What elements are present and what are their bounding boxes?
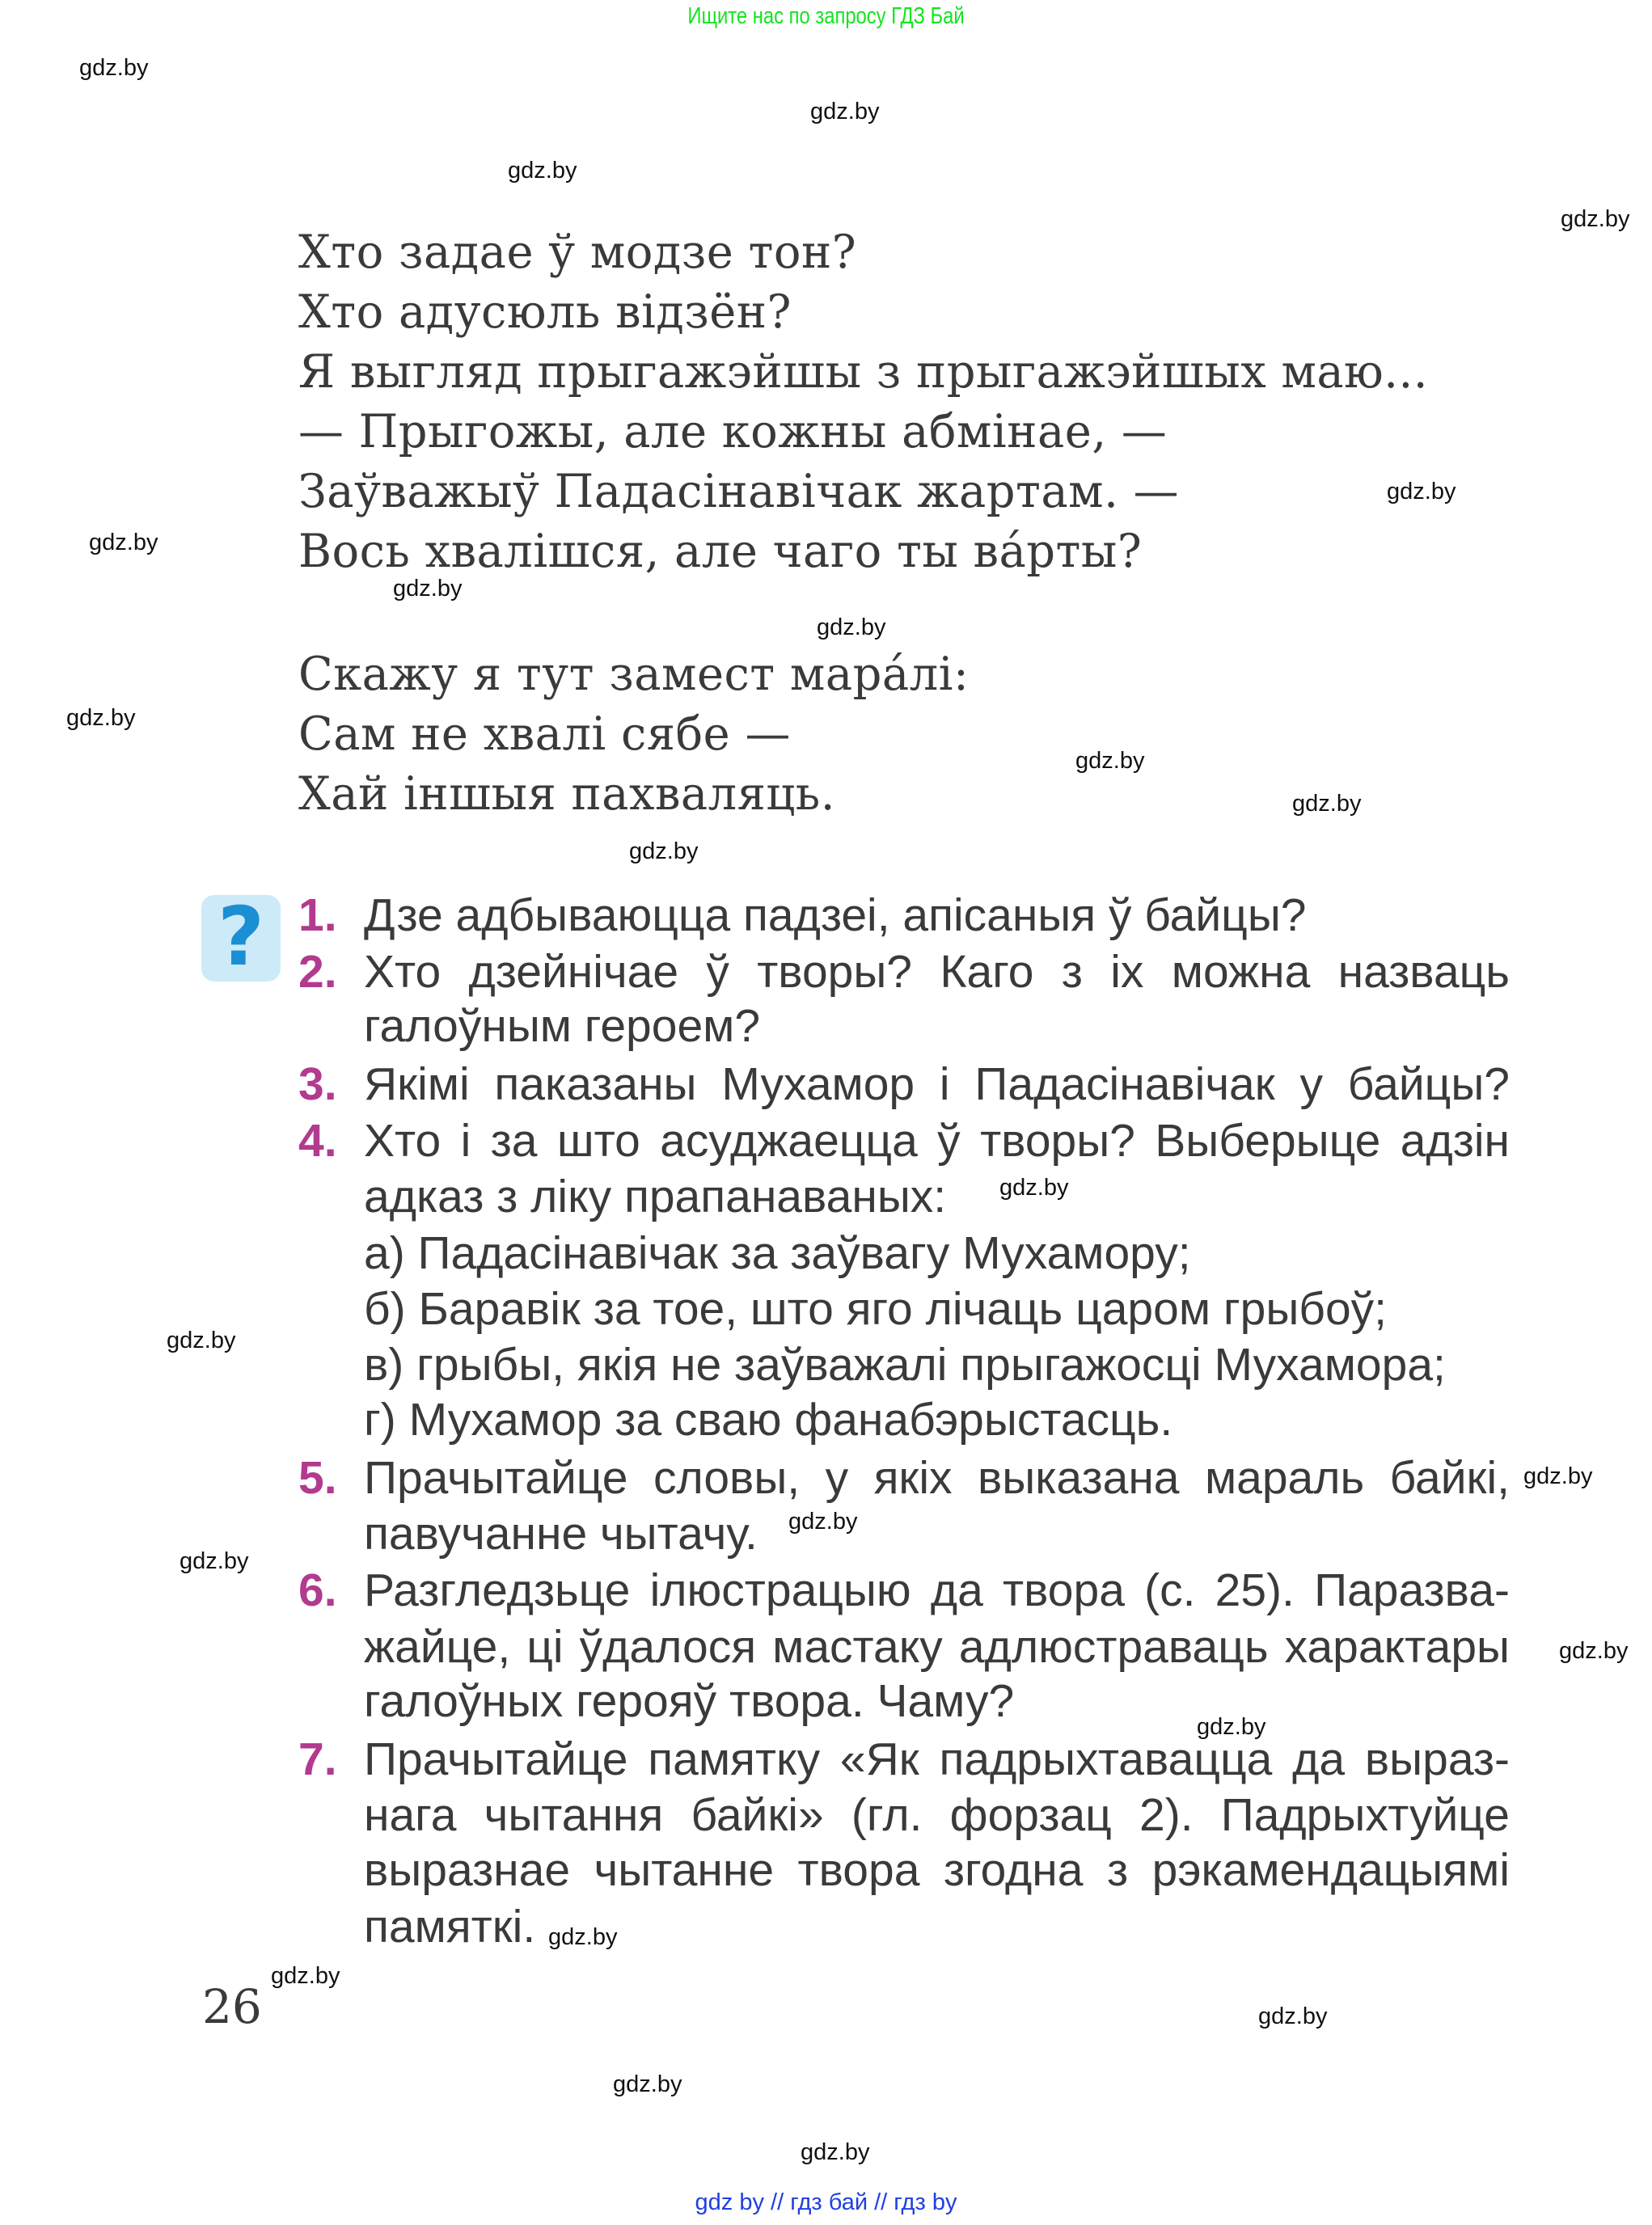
- page-number: 26: [202, 1979, 262, 2034]
- poem-line: Сам не хвалі сябе —: [298, 707, 791, 761]
- poem-line: — Прыгожы, але кожны абмінае, —: [298, 405, 1168, 458]
- poem-line: Заўважыў Падасінавічак жартам. —: [298, 465, 1179, 518]
- watermark: gdz.by: [180, 1548, 249, 1574]
- watermark: gdz.by: [89, 530, 158, 555]
- watermark: gdz.by: [1292, 791, 1362, 817]
- watermark: gdz.by: [999, 1175, 1069, 1201]
- watermark: gdz.by: [801, 2139, 870, 2165]
- footer-links: gdz by // гдз бай // гдз by: [695, 2189, 957, 2215]
- poem-line: Вось хвалішся, але чаго ты ва́рты?: [298, 525, 1143, 578]
- poem-stanza-1: [298, 222, 1428, 581]
- watermark: gdz.by: [79, 55, 149, 81]
- watermark: gdz.by: [613, 2071, 682, 2097]
- watermark: gdz.by: [788, 1509, 858, 1535]
- watermark: gdz.by: [1258, 2003, 1328, 2029]
- watermark: gdz.by: [393, 576, 463, 602]
- watermark: gdz.by: [1559, 1638, 1629, 1664]
- watermark: gdz.by: [1197, 1714, 1266, 1740]
- watermark: gdz.by: [817, 614, 886, 640]
- poem-line: Хай іншыя пахваляць.: [298, 767, 835, 821]
- watermark: gdz.by: [66, 705, 136, 731]
- watermark: gdz.by: [1561, 206, 1630, 232]
- search-banner: Ищите нас по запросу ГДЗ Бай: [687, 3, 965, 29]
- watermark: gdz.by: [629, 838, 699, 864]
- poem-line: Я выгляд прыгажэйшы з прыгажэйшых маю...: [298, 345, 1429, 399]
- watermark: gdz.by: [1075, 748, 1145, 774]
- question-mark-icon: ?: [201, 895, 281, 982]
- watermark: gdz.by: [508, 158, 577, 184]
- watermark: gdz.by: [548, 1924, 618, 1950]
- poem-line: Хто задае ў модзе тон?: [298, 226, 857, 279]
- poem-line: Хто адусюль відзён?: [298, 285, 792, 339]
- watermark: gdz.by: [810, 99, 880, 125]
- watermark: gdz.by: [271, 1963, 340, 1989]
- poem-line: Скажу я тут замест мара́лі:: [298, 648, 970, 701]
- poem-stanza-moral: [298, 644, 969, 824]
- watermark: gdz.by: [1523, 1463, 1593, 1489]
- watermark: gdz.by: [167, 1328, 236, 1353]
- watermark: gdz.by: [1387, 479, 1456, 505]
